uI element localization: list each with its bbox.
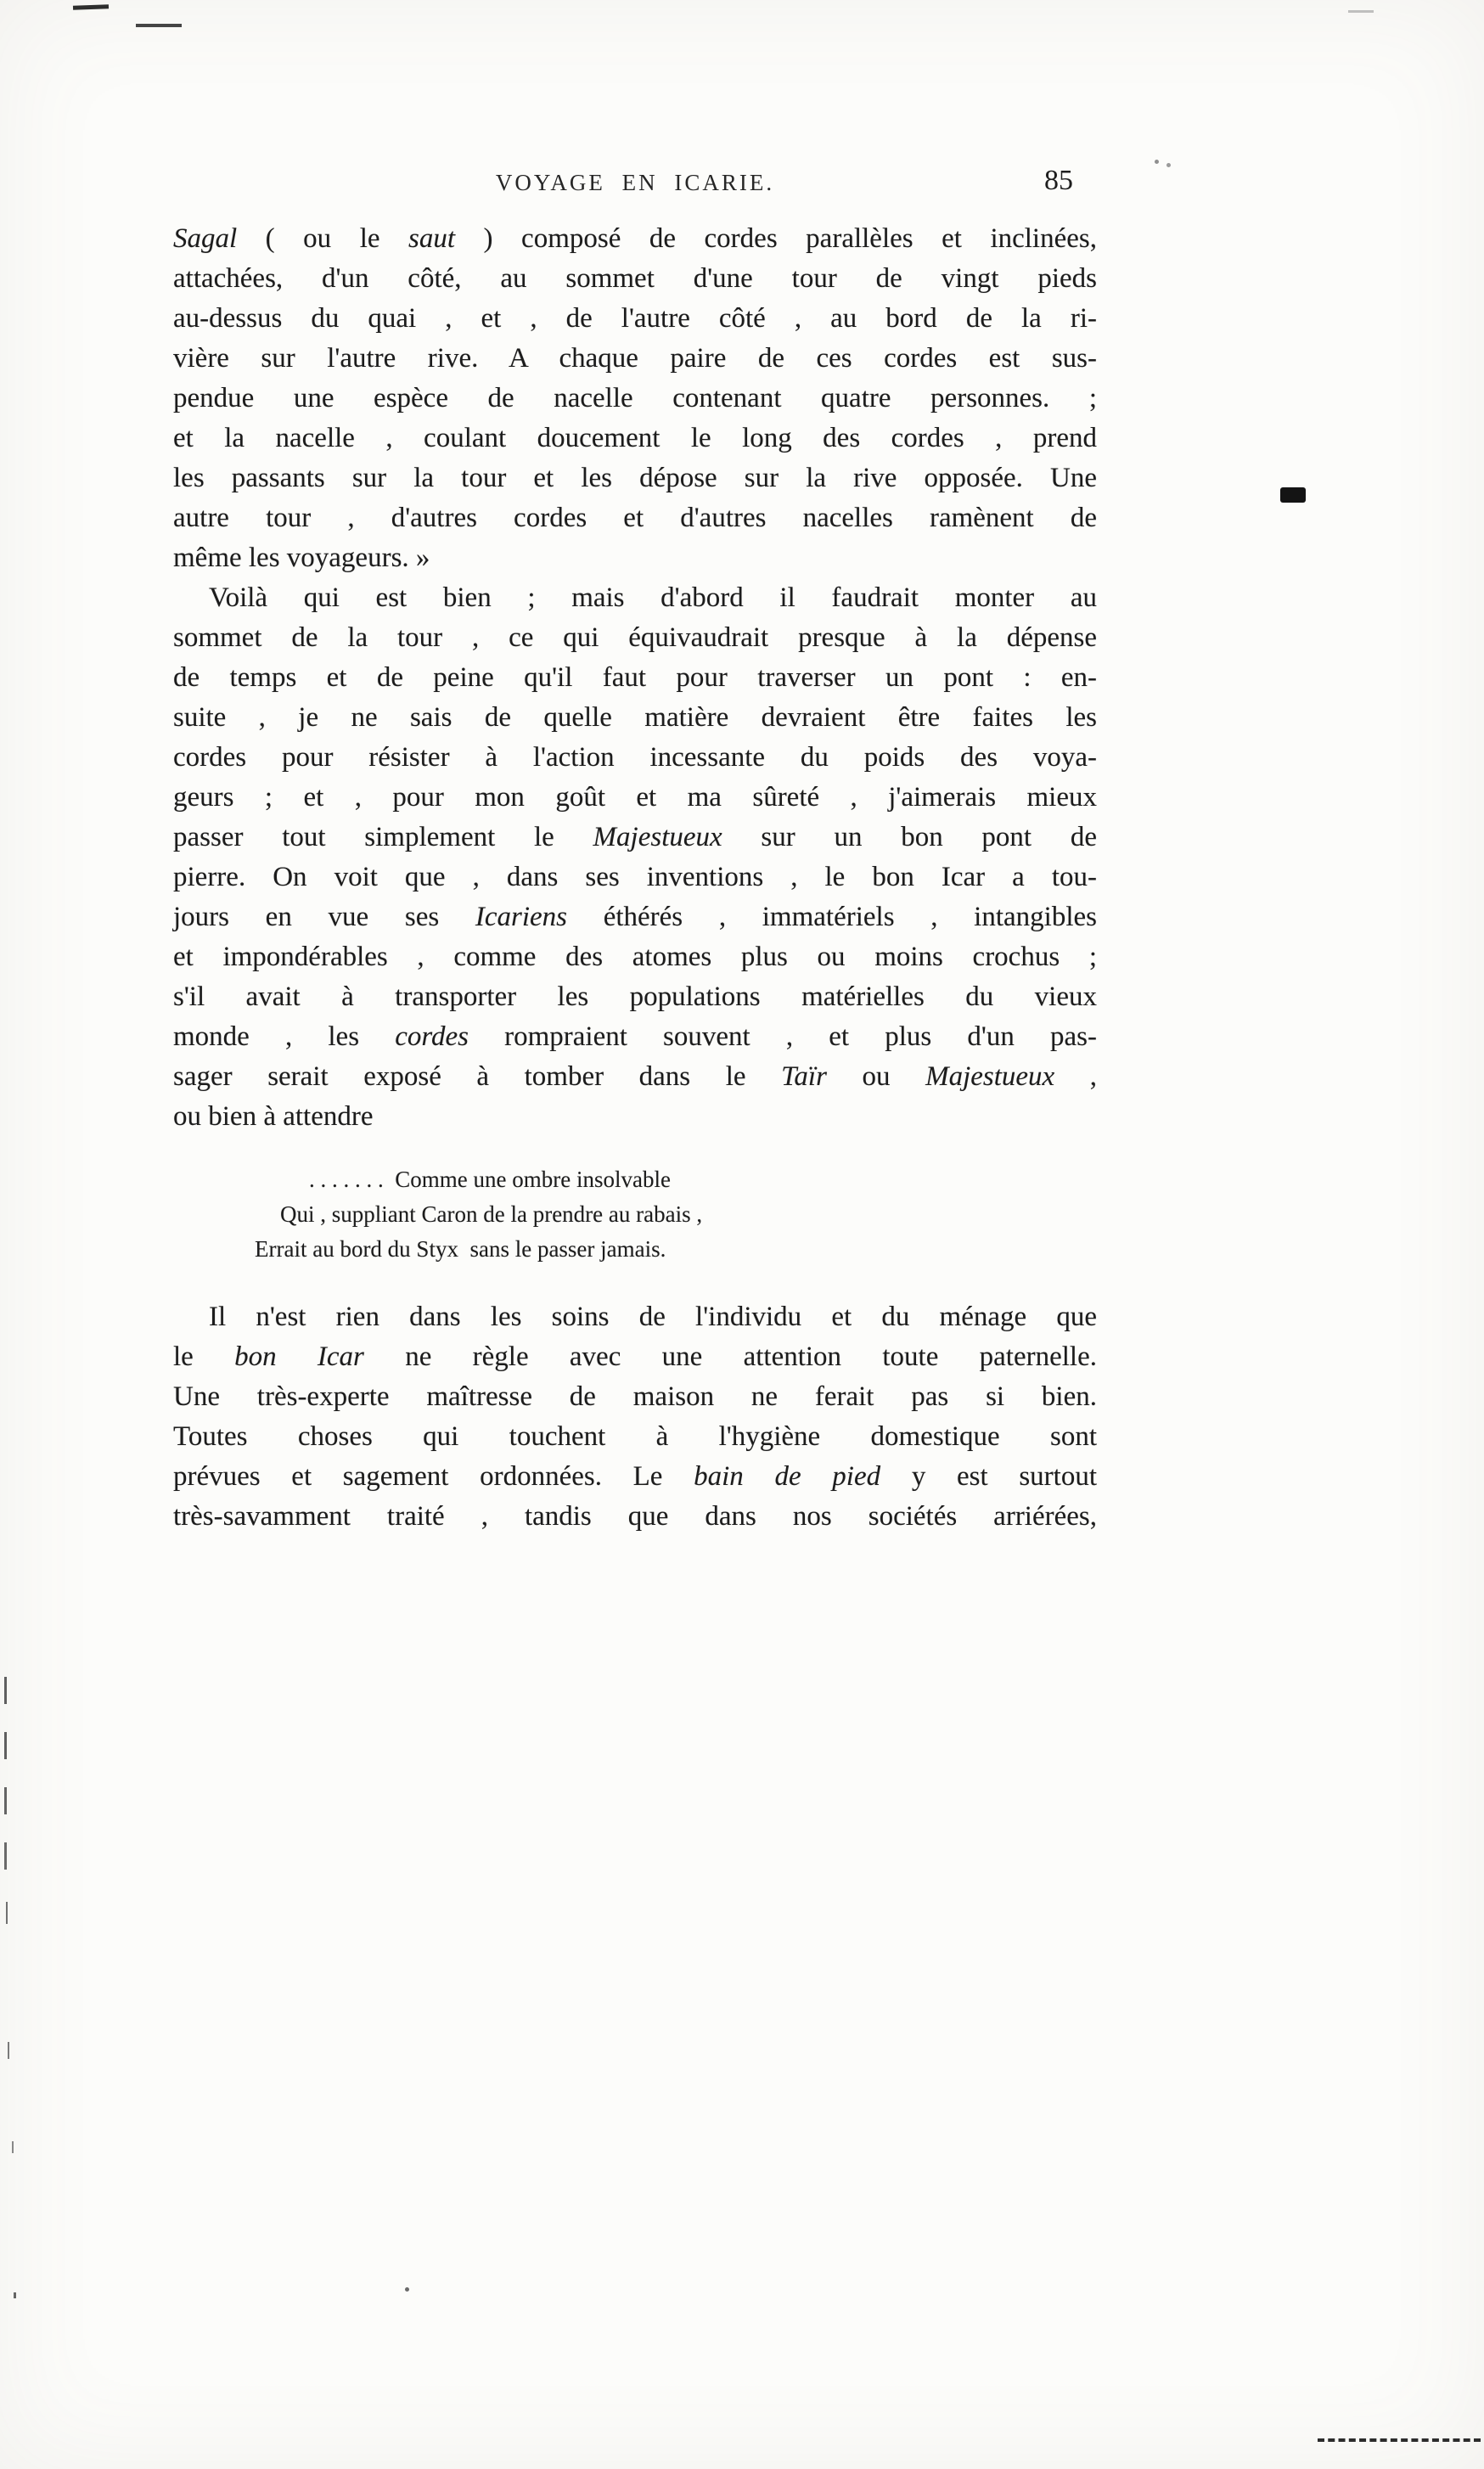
verse-line: Errait au bord du Styx sans le passer jamais. [255, 1236, 666, 1262]
text-line [173, 937, 1097, 977]
text-line [173, 259, 1097, 299]
text-segment: y est surtout [880, 1461, 1098, 1492]
text-segment: et la nacelle , coulant doucement le long des cordes , prend [173, 423, 1097, 453]
text-line [173, 1377, 1097, 1417]
text-line [173, 1497, 1097, 1537]
scan-artifact [12, 2141, 14, 2153]
text-segment: ( ou le [237, 223, 409, 254]
running-title: VOYAGE EN ICARIE. [495, 170, 775, 195]
text-segment: sager serait exposé à tomber dans le [173, 1061, 782, 1092]
text-segment: de temps et de peine qu'il faut pour traverser un pont : en- [173, 662, 1097, 693]
text-line [173, 977, 1097, 1017]
text-segment: prévues et sagement ordonnées. Le [173, 1461, 694, 1492]
scan-artifact [4, 1732, 7, 1759]
text-segment: Toutes choses qui touchent à l'hygiène domestique sont [173, 1421, 1097, 1452]
text-segment: vière sur l'autre rive. A chaque paire de ces cordes est sus- [173, 343, 1097, 374]
scan-artifact [8, 2042, 9, 2059]
scan-artifact [6, 1902, 8, 1924]
text-segment: ) composé de cordes parallèles et inclinées, [455, 223, 1097, 254]
text-segment: Il n'est rien dans les soins de l'individu et du ménage que [209, 1302, 1097, 1332]
text-line [173, 738, 1097, 778]
scan-artifact [4, 1842, 7, 1870]
scan-artifact [405, 2287, 409, 2292]
italic-text: Majestueux [925, 1061, 1055, 1092]
text-segment: et impondérables , comme des atomes plus ou moins crochus ; [173, 942, 1097, 972]
italic-text: Icariens [475, 902, 568, 932]
text-line [173, 458, 1097, 498]
verse-line: Qui , suppliant Caron de la prendre au rabais , [280, 1201, 703, 1227]
scan-artifact [1348, 10, 1374, 13]
scan-artifact [4, 1787, 7, 1814]
text-segment: très-savamment traité , tandis que dans nos sociétés arriérées, [173, 1501, 1097, 1532]
scan-artifact [1280, 487, 1306, 503]
italic-text: Taïr [781, 1061, 827, 1092]
verse-quote [255, 1162, 1097, 1267]
text-line [173, 818, 1097, 858]
text-segment: suite , je ne sais de quelle matière devraient être faites les [173, 702, 1097, 733]
verse-line: . . . . . . . Comme une ombre insolvable [309, 1167, 671, 1192]
text-line [173, 419, 1097, 458]
text-segment: sur un bon pont de [722, 822, 1097, 852]
italic-text: Sagal [173, 223, 238, 254]
text-line [173, 1097, 1097, 1137]
text-line [173, 658, 1097, 698]
text-segment: passer tout simplement le [173, 822, 593, 852]
text-segment: pendue une espèce de nacelle contenant quatre personnes. ; [173, 383, 1097, 413]
scan-artifact [4, 1677, 7, 1704]
text-segment: éthérés , immatériels , intangibles [567, 902, 1097, 932]
paragraph [173, 219, 1097, 578]
text-line [173, 1337, 1097, 1377]
text-line [173, 858, 1097, 897]
text-segment: ou [826, 1061, 926, 1092]
text-line [173, 698, 1097, 738]
text-segment: au-dessus du quai , et , de l'autre côté , au bord de la ri- [173, 303, 1097, 334]
italic-text: saut [408, 223, 456, 254]
text-segment: les passants sur la tour et les dépose sur la rive opposée. Une [173, 463, 1097, 493]
italic-text: bon Icar [234, 1341, 364, 1372]
paragraph [173, 578, 1097, 1137]
text-line [173, 538, 1097, 578]
scan-artifact [73, 4, 109, 9]
italic-text: cordes [395, 1021, 469, 1052]
text-segment: jours en vue ses [173, 902, 475, 932]
scan-artifact [1155, 160, 1159, 164]
text-line [173, 299, 1097, 339]
text-segment: rompraient souvent , et plus d'un pas- [468, 1021, 1097, 1052]
text-body [173, 219, 1097, 1537]
text-line [173, 578, 1097, 618]
italic-text: bain de pied [694, 1461, 881, 1492]
text-segment: pierre. On voit que , dans ses inventions , le bon Icar a tou- [173, 862, 1097, 892]
text-segment: geurs ; et , pour mon goût et ma sûreté , j'aimerais mieux [173, 782, 1097, 813]
scan-artifact [14, 2292, 16, 2298]
text-segment: le [173, 1341, 235, 1372]
paragraph [173, 1297, 1097, 1537]
italic-text: Majestueux [593, 822, 722, 852]
text-line [173, 897, 1097, 937]
text-segment: attachées, d'un côté, au sommet d'une tour de vingt pieds [173, 263, 1097, 294]
text-line [173, 339, 1097, 379]
text-line [173, 778, 1097, 818]
text-segment: ne règle avec une attention toute paternelle. [363, 1341, 1097, 1372]
text-line [173, 618, 1097, 658]
page-header [173, 166, 1097, 205]
text-segment: même les voyageurs. » [173, 543, 430, 573]
text-segment: Une très-experte maîtresse de maison ne ferait pas si bien. [173, 1381, 1097, 1412]
text-line [173, 1457, 1097, 1497]
text-line [173, 379, 1097, 419]
scan-artifact [136, 24, 182, 27]
text-line [173, 1417, 1097, 1457]
text-segment: sommet de la tour , ce qui équivaudrait presque à la dépense [173, 622, 1097, 653]
text-line [173, 1017, 1097, 1057]
text-segment: cordes pour résister à l'action incessante du poids des voya- [173, 742, 1097, 773]
text-line [173, 219, 1097, 259]
text-line [173, 1297, 1097, 1337]
page-number: 85 [1044, 165, 1073, 196]
text-segment: autre tour , d'autres cordes et d'autres nacelles ramènent de [173, 503, 1097, 533]
text-segment: ou bien à attendre [173, 1101, 374, 1132]
text-segment: Voilà qui est bien ; mais d'abord il faudrait monter au [209, 582, 1097, 613]
text-line [173, 1057, 1097, 1097]
text-segment: monde , les [173, 1021, 396, 1052]
text-line [173, 498, 1097, 538]
text-segment: , [1054, 1061, 1098, 1092]
scan-artifact [1318, 2438, 1481, 2442]
text-segment: s'il avait à transporter les populations matérielles du vieux [173, 981, 1097, 1012]
text-block [173, 166, 1097, 1537]
